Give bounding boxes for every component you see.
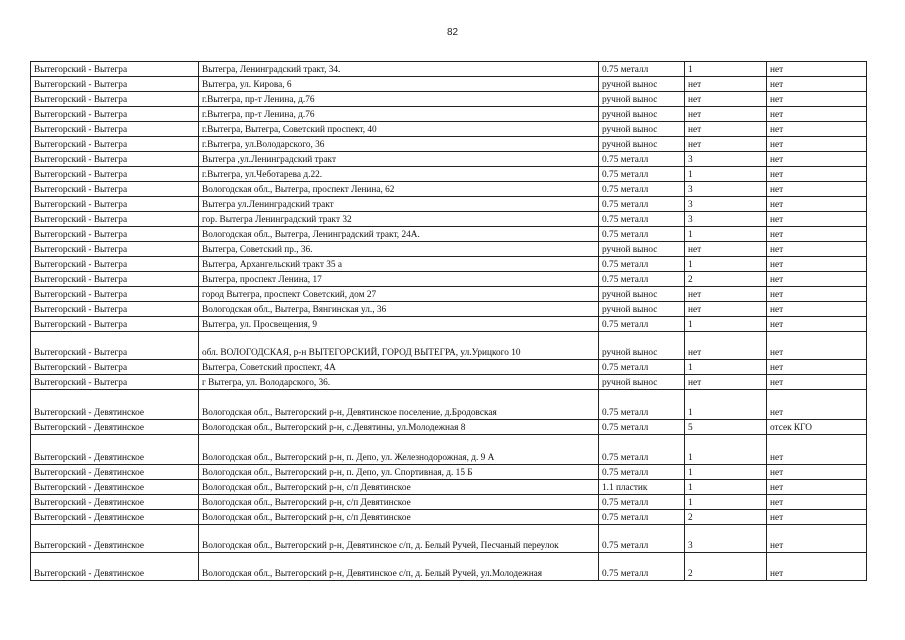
district-cell: Вытегорский - Девятинское	[31, 480, 199, 495]
table-row	[31, 317, 867, 332]
district-cell: Вытегорский - Девятинское	[31, 465, 199, 480]
container-count-cell: 1	[685, 480, 767, 495]
district-cell: Вытегорский - Вытегра	[31, 62, 199, 77]
table-row	[31, 525, 867, 553]
address-cell: Вытегра ,ул.Ленинградский тракт	[199, 152, 599, 167]
district-cell: Вытегорский - Вытегра	[31, 77, 199, 92]
table-row	[31, 242, 867, 257]
address-cell: Вологодская обл., Вытегорский р-н, Девятинское поселение, д.Бродовская	[199, 390, 599, 420]
district-cell: Вытегорский - Девятинское	[31, 553, 199, 581]
address-cell: г.Вытегра, ул.Володарского, 36	[199, 137, 599, 152]
district-cell: Вытегорский - Девятинское	[31, 495, 199, 510]
container-type-cell: 0.75 металл	[599, 182, 685, 197]
container-type-cell: 0.75 металл	[599, 510, 685, 525]
container-count-cell: нет	[685, 332, 767, 360]
address-cell: Вытегра, ул. Просвещения, 9	[199, 317, 599, 332]
note-cell: нет	[767, 77, 867, 92]
table-row	[31, 182, 867, 197]
container-type-cell: ручной вынос	[599, 287, 685, 302]
note-cell: нет	[767, 242, 867, 257]
container-type-cell: 0.75 металл	[599, 227, 685, 242]
address-cell: г.Вытегра, пр-т Ленина, д.76	[199, 107, 599, 122]
address-cell: Вологодская обл., Вытегорский р-н, Девятинское с/п, д. Белый Ручей, ул.Молодежная	[199, 553, 599, 581]
district-cell: Вытегорский - Девятинское	[31, 525, 199, 553]
table-row	[31, 107, 867, 122]
container-type-cell: 0.75 металл	[599, 390, 685, 420]
note-cell: нет	[767, 390, 867, 420]
district-cell: Вытегорский - Вытегра	[31, 287, 199, 302]
note-cell: нет	[767, 317, 867, 332]
container-type-cell: ручной вынос	[599, 107, 685, 122]
district-cell: Вытегорский - Вытегра	[31, 122, 199, 137]
container-type-cell: 0.75 металл	[599, 212, 685, 227]
container-count-cell: 1	[685, 435, 767, 465]
table-row	[31, 137, 867, 152]
container-type-cell: 0.75 металл	[599, 167, 685, 182]
note-cell: нет	[767, 272, 867, 287]
address-cell: г.Вытегра, пр-т Ленина, д.76	[199, 92, 599, 107]
address-cell: Вологодская обл., Вытегорский р-н, Девятинское с/п, д. Белый Ручей, Песчаный переулок	[199, 525, 599, 553]
container-count-cell: нет	[685, 137, 767, 152]
address-cell: Вологодская обл., Вытегра, проспект Ленина, 62	[199, 182, 599, 197]
container-count-cell: нет	[685, 122, 767, 137]
district-cell: Вытегорский - Вытегра	[31, 167, 199, 182]
district-cell: Вытегорский - Вытегра	[31, 375, 199, 390]
address-cell: Вологодская обл., Вытегра, Ленинградский тракт, 24А.	[199, 227, 599, 242]
table-row	[31, 152, 867, 167]
container-type-cell: 0.75 металл	[599, 495, 685, 510]
container-count-cell: 1	[685, 227, 767, 242]
container-type-cell: 0.75 металл	[599, 257, 685, 272]
container-count-cell: 1	[685, 495, 767, 510]
note-cell: нет	[767, 107, 867, 122]
container-type-cell: 0.75 металл	[599, 420, 685, 435]
address-cell: г Вытегра, ул. Володарского, 36.	[199, 375, 599, 390]
note-cell: нет	[767, 227, 867, 242]
note-cell: нет	[767, 553, 867, 581]
address-cell: Вологодская обл., Вытегорский р-н, с/п Девятинское	[199, 480, 599, 495]
table-row	[31, 480, 867, 495]
container-count-cell: нет	[685, 375, 767, 390]
address-cell: Вологодская обл., Вытегорский р-н, п. Депо, ул. Спортивная, д. 15 Б	[199, 465, 599, 480]
container-type-cell: ручной вынос	[599, 302, 685, 317]
district-cell: Вытегорский - Девятинское	[31, 435, 199, 465]
container-count-cell: 3	[685, 152, 767, 167]
container-count-cell: 1	[685, 317, 767, 332]
container-count-cell: 2	[685, 553, 767, 581]
table-row	[31, 62, 867, 77]
note-cell: нет	[767, 302, 867, 317]
district-cell: Вытегорский - Вытегра	[31, 107, 199, 122]
container-type-cell: ручной вынос	[599, 375, 685, 390]
address-cell: гор. Вытегра Ленинградский тракт 32	[199, 212, 599, 227]
container-type-cell: 0.75 металл	[599, 435, 685, 465]
container-count-cell: нет	[685, 302, 767, 317]
address-cell: город Вытегра, проспект Советский, дом 27	[199, 287, 599, 302]
district-cell: Вытегорский - Вытегра	[31, 302, 199, 317]
note-cell: нет	[767, 495, 867, 510]
container-type-cell: ручной вынос	[599, 137, 685, 152]
table-row	[31, 495, 867, 510]
address-cell: Вологодская обл., Вытегорский р-н, с.Девятины, ул.Молодежная 8	[199, 420, 599, 435]
district-cell: Вытегорский - Вытегра	[31, 242, 199, 257]
container-sites-table	[30, 61, 867, 581]
container-count-cell: нет	[685, 107, 767, 122]
table-row	[31, 167, 867, 182]
table-row	[31, 510, 867, 525]
note-cell: нет	[767, 182, 867, 197]
table-row	[31, 420, 867, 435]
container-count-cell: 2	[685, 272, 767, 287]
address-cell: Вытегра, проспект Ленина, 17	[199, 272, 599, 287]
table-row	[31, 272, 867, 287]
address-cell: обл. ВОЛОГОДСКАЯ, р-н ВЫТЕГОРСКИЙ, ГОРОД ВЫТЕГРА, ул.Урицкого 10	[199, 332, 599, 360]
district-cell: Вытегорский - Вытегра	[31, 152, 199, 167]
address-cell: Вытегра ул.Ленинградский тракт	[199, 197, 599, 212]
table-row	[31, 375, 867, 390]
district-cell: Вытегорский - Девятинское	[31, 510, 199, 525]
address-cell: Вытегра, Советский проспект, 4А	[199, 360, 599, 375]
district-cell: Вытегорский - Девятинское	[31, 390, 199, 420]
note-cell: нет	[767, 525, 867, 553]
container-count-cell: 5	[685, 420, 767, 435]
note-cell: нет	[767, 137, 867, 152]
container-type-cell: 0.75 металл	[599, 272, 685, 287]
note-cell: нет	[767, 480, 867, 495]
table-row	[31, 302, 867, 317]
address-cell: Вологодская обл., Вытегра, Вянгинская ул., 36	[199, 302, 599, 317]
container-type-cell: ручной вынос	[599, 332, 685, 360]
container-count-cell: 3	[685, 212, 767, 227]
container-count-cell: нет	[685, 92, 767, 107]
container-type-cell: 0.75 металл	[599, 553, 685, 581]
district-cell: Вытегорский - Вытегра	[31, 257, 199, 272]
container-count-cell: 1	[685, 62, 767, 77]
container-type-cell: 0.75 металл	[599, 360, 685, 375]
container-type-cell: ручной вынос	[599, 242, 685, 257]
container-count-cell: 2	[685, 510, 767, 525]
container-type-cell: 1.1 пластик	[599, 480, 685, 495]
note-cell: нет	[767, 257, 867, 272]
table-row	[31, 287, 867, 302]
district-cell: Вытегорский - Вытегра	[31, 332, 199, 360]
container-type-cell: 0.75 металл	[599, 317, 685, 332]
container-type-cell: 0.75 металл	[599, 197, 685, 212]
district-cell: Вытегорский - Вытегра	[31, 212, 199, 227]
note-cell: нет	[767, 360, 867, 375]
table-row	[31, 360, 867, 375]
container-count-cell: 3	[685, 525, 767, 553]
container-count-cell: 1	[685, 390, 767, 420]
address-cell: Вытегра, Советский пр., 36.	[199, 242, 599, 257]
container-type-cell: ручной вынос	[599, 77, 685, 92]
note-cell: нет	[767, 332, 867, 360]
note-cell: нет	[767, 167, 867, 182]
note-cell: нет	[767, 122, 867, 137]
address-cell: г.Вытегра, ул.Чеботарева д.22.	[199, 167, 599, 182]
container-count-cell: 3	[685, 197, 767, 212]
district-cell: Вытегорский - Вытегра	[31, 197, 199, 212]
district-cell: Вытегорский - Вытегра	[31, 317, 199, 332]
table-row	[31, 212, 867, 227]
address-cell: Вытегра, Архангельский тракт 35 а	[199, 257, 599, 272]
container-count-cell: нет	[685, 242, 767, 257]
table-body	[31, 62, 867, 581]
note-cell: нет	[767, 152, 867, 167]
table-row	[31, 227, 867, 242]
container-count-cell: 1	[685, 167, 767, 182]
container-count-cell: 1	[685, 257, 767, 272]
district-cell: Вытегорский - Вытегра	[31, 360, 199, 375]
container-type-cell: ручной вынос	[599, 122, 685, 137]
district-cell: Вытегорский - Вытегра	[31, 137, 199, 152]
container-count-cell: нет	[685, 77, 767, 92]
district-cell: Вытегорский - Вытегра	[31, 227, 199, 242]
district-cell: Вытегорский - Девятинское	[31, 420, 199, 435]
container-count-cell: 3	[685, 182, 767, 197]
container-type-cell: 0.75 металл	[599, 465, 685, 480]
page-number: 82	[446, 27, 459, 38]
table-row	[31, 390, 867, 420]
note-cell: нет	[767, 197, 867, 212]
note-cell: нет	[767, 375, 867, 390]
note-cell: нет	[767, 465, 867, 480]
address-cell: Вологодская обл., Вытегорский р-н, с/п Девятинское	[199, 495, 599, 510]
address-cell: г.Вытегра, Вытегра, Советский проспект, 40	[199, 122, 599, 137]
note-cell: нет	[767, 287, 867, 302]
note-cell: нет	[767, 435, 867, 465]
table-row	[31, 77, 867, 92]
address-cell: Вологодская обл., Вытегорский р-н, с/п Девятинское	[199, 510, 599, 525]
note-cell: отсек КГО	[767, 420, 867, 435]
district-cell: Вытегорский - Вытегра	[31, 272, 199, 287]
table-row	[31, 197, 867, 212]
table-row	[31, 435, 867, 465]
district-cell: Вытегорский - Вытегра	[31, 182, 199, 197]
container-type-cell: ручной вынос	[599, 92, 685, 107]
container-count-cell: 1	[685, 360, 767, 375]
table-row	[31, 92, 867, 107]
table-row	[31, 553, 867, 581]
table-row	[31, 332, 867, 360]
container-type-cell: 0.75 металл	[599, 525, 685, 553]
container-type-cell: 0.75 металл	[599, 152, 685, 167]
table-row	[31, 122, 867, 137]
district-cell: Вытегорский - Вытегра	[31, 92, 199, 107]
note-cell: нет	[767, 62, 867, 77]
note-cell: нет	[767, 92, 867, 107]
address-cell: Вологодская обл., Вытегорский р-н, п. Депо, ул. Железнодорожная, д. 9 А	[199, 435, 599, 465]
address-cell: Вытегра, Ленинградский тракт, 34.	[199, 62, 599, 77]
table-row	[31, 257, 867, 272]
address-cell: Вытегра, ул. Кирова, 6	[199, 77, 599, 92]
container-type-cell: 0.75 металл	[599, 62, 685, 77]
table-row	[31, 465, 867, 480]
container-count-cell: 1	[685, 465, 767, 480]
container-count-cell: нет	[685, 287, 767, 302]
note-cell: нет	[767, 510, 867, 525]
note-cell: нет	[767, 212, 867, 227]
